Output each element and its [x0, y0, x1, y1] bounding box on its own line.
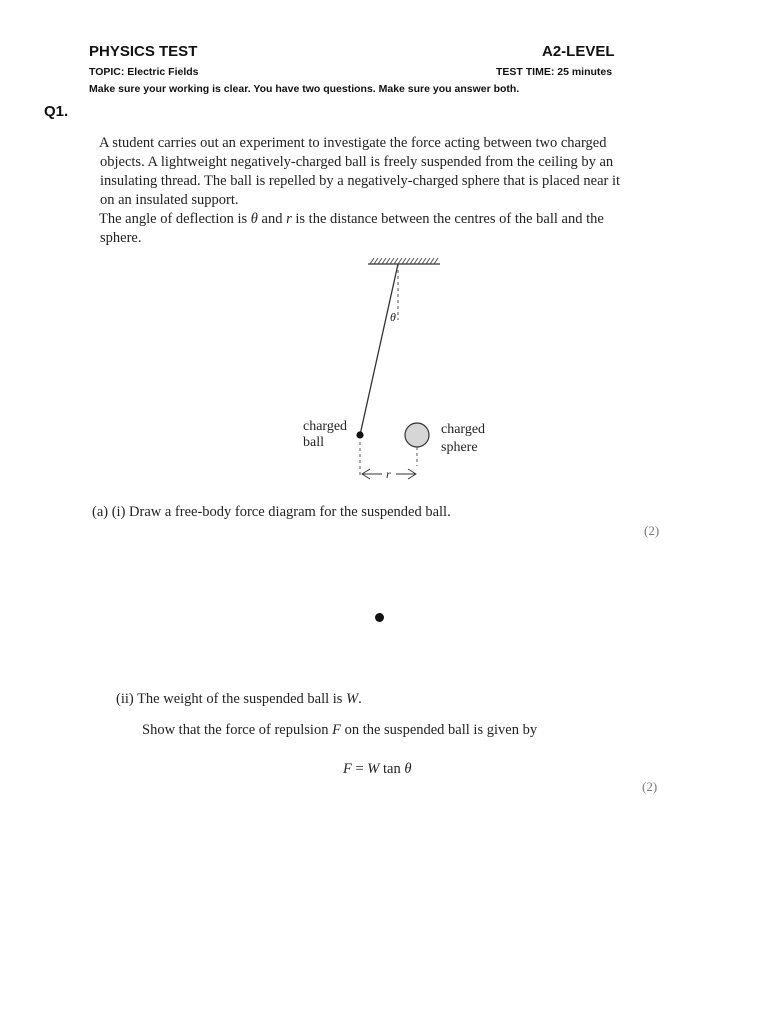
- intro-r: r: [286, 211, 292, 227]
- intro-line-1: A student carries out an experiment to investigate the force acting between two charged: [99, 135, 607, 151]
- sphere-label-1: charged: [441, 422, 486, 437]
- question-number: Q1.: [44, 103, 69, 120]
- intro-line-3: insulating thread. The ball is repelled by a negatively-charged sphere that is placed near it: [100, 173, 621, 189]
- r-label: r: [386, 467, 391, 481]
- ball-label-1: charged: [303, 419, 348, 434]
- part-a-ii-b: .: [358, 691, 362, 707]
- intro-line-6: sphere.: [100, 230, 142, 246]
- marks-a-i: (2): [644, 523, 660, 538]
- show-a: Show that the force of repulsion: [142, 722, 333, 738]
- intro-line-5-a: The angle of deflection is: [99, 211, 251, 227]
- show-f: F: [332, 722, 341, 738]
- intro-line-5: [99, 210, 659, 229]
- formula-mid: =: [351, 761, 368, 777]
- charged-ball: [356, 431, 363, 438]
- part-a-i-text: (a) (i) Draw a free-body force diagram for the suspended ball.: [92, 504, 451, 520]
- part-a-ii-a: (ii) The weight of the suspended ball is: [116, 691, 347, 707]
- ceiling-hatch: [370, 258, 438, 264]
- ball-label-2: ball: [303, 435, 324, 450]
- intro-line-5-b: and: [257, 211, 287, 227]
- test-level: A2-LEVEL: [542, 43, 615, 60]
- intro-line-5-c: is the distance between the centres of the ball and the: [291, 211, 604, 227]
- test-time: TEST TIME: 25 minutes: [496, 66, 613, 78]
- charged-sphere: [405, 423, 429, 447]
- test-title: PHYSICS TEST: [89, 43, 198, 60]
- show-that-text: [142, 722, 537, 739]
- formula-tan: tan: [379, 761, 405, 777]
- pendulum-diagram: [290, 250, 530, 490]
- intro-line-4: on an insulated support.: [100, 192, 239, 208]
- show-b: on the suspended ball is given by: [340, 722, 538, 738]
- part-a-ii-text: [116, 691, 362, 708]
- intro-theta: θ: [250, 211, 258, 227]
- part-a-ii-w: W: [346, 691, 359, 707]
- intro-line-2: objects. A lightweight negatively-charged ball is freely suspended from the ceiling by an: [100, 154, 614, 170]
- formula: [343, 761, 411, 778]
- sphere-label-2: sphere: [441, 440, 478, 455]
- test-topic: TOPIC: Electric Fields: [89, 66, 199, 78]
- formula-theta: θ: [404, 761, 412, 777]
- test-instructions: Make sure your working is clear. You have two questions. Make sure you answer both.: [89, 83, 520, 95]
- thread: [360, 264, 398, 435]
- question-intro: [99, 134, 659, 248]
- marks-a-ii: (2): [642, 779, 658, 794]
- ball-dot: [375, 613, 384, 622]
- formula-f: F: [343, 761, 352, 777]
- formula-w: W: [367, 761, 380, 777]
- theta-label: θ: [390, 310, 396, 324]
